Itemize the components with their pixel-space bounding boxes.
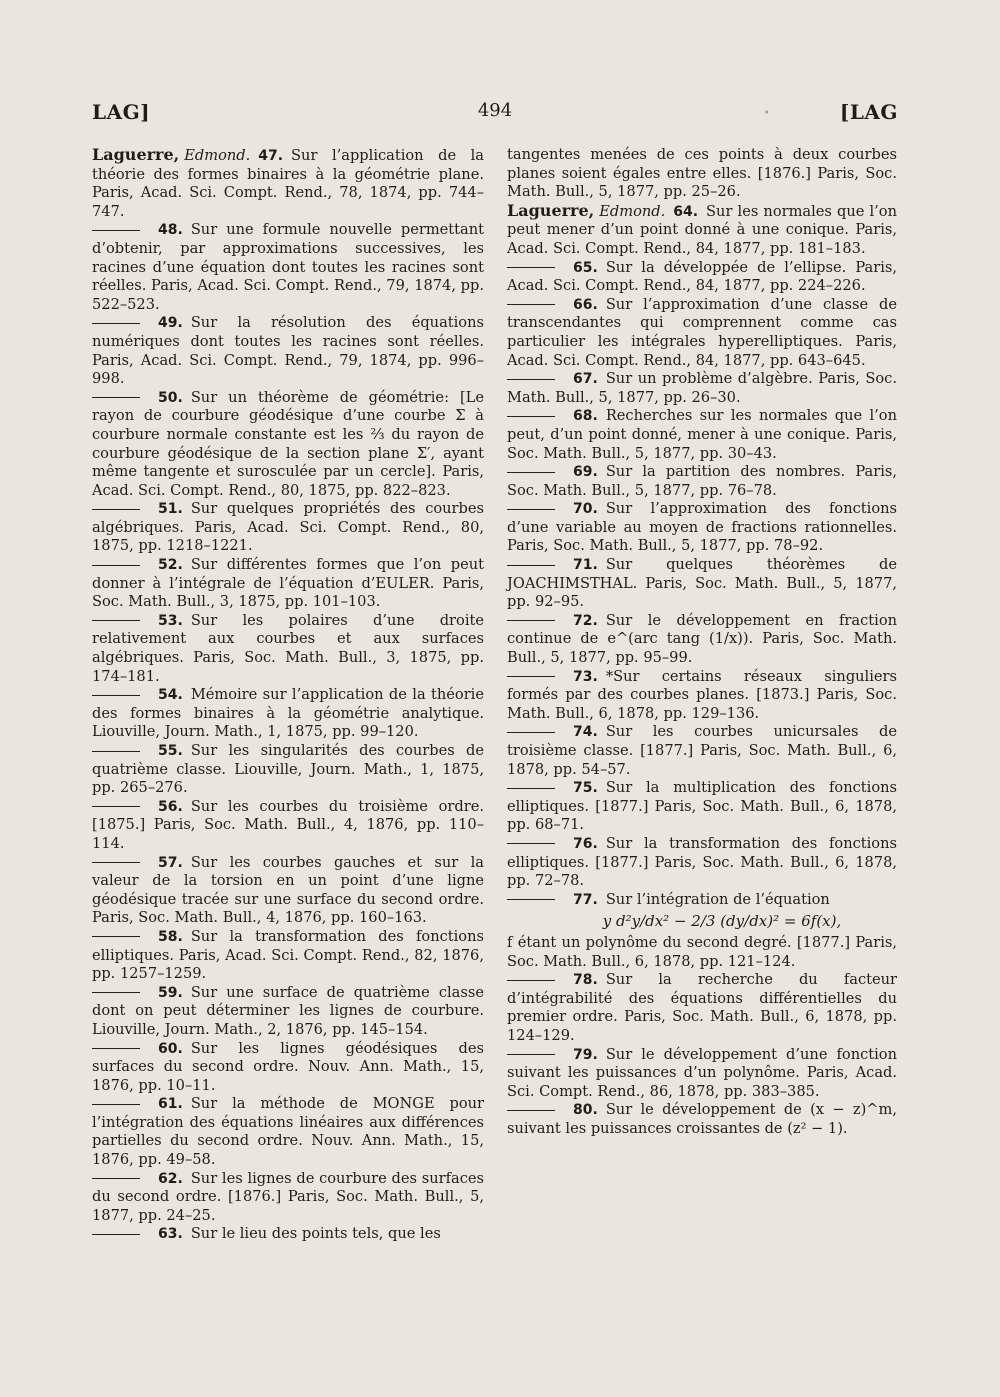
entry-number: 56.: [158, 798, 183, 815]
ditto-dash: [507, 416, 555, 417]
bibliography-entry: [507, 370, 897, 407]
ditto-dash: [92, 992, 140, 993]
entry-number: 76.: [573, 835, 598, 852]
entry-text: Sur la développée de l’ellipse. Paris, Acad. Sci. Compt. Rend., 84, 1877, pp. 224–226.: [507, 258, 897, 295]
bibliography-entry: [92, 556, 484, 612]
header-right-tag: [LAG: [839, 100, 898, 124]
bibliography-entry: [92, 389, 484, 501]
ditto-dash: [507, 732, 555, 733]
ditto-dash: [92, 695, 140, 696]
ditto-dash: [507, 980, 555, 981]
entry-number: 47.: [258, 148, 284, 164]
bibliography-entry: [92, 314, 484, 388]
ditto-dash: [92, 1234, 140, 1235]
entry-text: Sur la méthode de MONGE pour l’intégration des équations linéaires aux différences partielles du second ordre. Nouv. Ann. Math., 15, 1876, pp. 49–58.: [92, 1095, 484, 1169]
ditto-dash: [507, 472, 555, 473]
entry-text: Sur un problème d’algèbre. Paris, Soc. Math. Bull., 5, 1877, pp. 26–30.: [507, 370, 897, 406]
entry-text: Sur le développement d’une fonction suivant les puissances d’un polynôme. Paris, Acad. Sci. Compt. Rend., 86, 1878, pp. 383–385.: [507, 1045, 897, 1100]
ditto-dash: [507, 379, 555, 380]
ditto-dash: [507, 676, 555, 677]
entry-text: Sur les lignes de courbure des surfaces du second ordre. [1876.] Paris, Soc. Math. Bull., 5, 1877, pp. 24–25.: [92, 1169, 484, 1224]
ditto-dash: [507, 509, 555, 510]
bibliography-entry: [92, 984, 484, 1040]
bibliography-entry: [507, 407, 897, 463]
entry-text: Sur le lieu des points tels, que les: [190, 1225, 441, 1243]
bibliography-entry: [507, 891, 897, 910]
bibliography-entry: [507, 1101, 897, 1138]
equation: y d²y/dx² − 2/3 (dy/dx)² = 6f(x),: [602, 912, 842, 931]
entry-text: Sur les lignes géodésiques des surfaces du second ordre. Nouv. Ann. Math., 15, 1876, pp. 10–11.: [92, 1039, 484, 1094]
running-header: [92, 100, 898, 130]
entry-number: 59.: [158, 984, 183, 1001]
entry-number: 75.: [573, 780, 598, 797]
entry-number: 79.: [573, 1046, 598, 1063]
bibliography-entry: [92, 1040, 484, 1096]
entry-text: *Sur certains réseaux singuliers formés par des courbes planes. [1873.] Paris, Soc. Math. Bull., 6, 1878, pp. 129–136.: [507, 667, 897, 722]
entry-number: 78.: [573, 972, 598, 989]
entry-text: Sur les singularités des courbes de quatrième classe. Liouville, Journ. Math., 1, 1875, pp. 265–276.: [92, 742, 484, 797]
entry-number: 60.: [158, 1040, 183, 1057]
entry-number: 69.: [573, 464, 598, 481]
entry-text: Sur les courbes unicursales de troisième classe. [1877.] Paris, Soc. Math. Bull., 6, 1878, pp. 54–57.: [507, 723, 897, 778]
ditto-dash: [92, 1178, 140, 1179]
right-column: [507, 146, 897, 1138]
ditto-dash: [507, 620, 555, 621]
entry-number: 62.: [158, 1170, 183, 1187]
left-column: [92, 146, 484, 1244]
bibliography-entry: [507, 668, 897, 724]
entry-text: Sur quelques propriétés des courbes algébriques. Paris, Acad. Sci. Compt. Rend., 80, 1875, pp. 1218–1221.: [92, 500, 484, 555]
entry-text: Sur un théorème de géométrie: [Le rayon de courbure géodésique d’une courbe Σ à courbure normale constante est les ⅔ du rayon de courbure géodésique de la section plane Σ′, ayant même tangente et surosculée par un cercle]. Paris, Acad. Sci. Compt. Rend., 80, 1875, pp. 822–823.: [92, 388, 484, 499]
entry-text: Sur l’application de la théorie des formes binaires à la géométrie plane. Paris, Acad. Sci. Compt. Rend., 78, 1874, pp. 744–747.: [92, 147, 484, 220]
author-name: Laguerre,: [507, 200, 595, 220]
ditto-dash: [92, 936, 140, 937]
header-dot: •: [764, 108, 770, 119]
ditto-dash: [507, 1054, 555, 1055]
bibliography-entry: [92, 686, 484, 742]
entry-number: 72.: [573, 612, 598, 629]
entry-number: 48.: [158, 222, 183, 239]
author-name: Laguerre,: [92, 145, 180, 164]
entry-text: Sur les courbes du troisième ordre. [1875.] Paris, Soc. Math. Bull., 4, 1876, pp. 110–114.: [92, 797, 484, 852]
bibliography-entry: [507, 296, 897, 370]
bibliography-entry: [92, 612, 484, 686]
entry-number: 52.: [158, 557, 183, 574]
entry-number: 54.: [158, 687, 183, 704]
entry-number: 70.: [573, 501, 598, 518]
bibliography-entry: [92, 1225, 484, 1244]
ditto-dash: [92, 806, 140, 807]
entry-text: Sur la multiplication des fonctions elliptiques. [1877.] Paris, Soc. Math. Bull., 6, 1878, pp. 68–71.: [507, 779, 897, 834]
entry-number: 49.: [158, 315, 183, 332]
bibliography-entry: [507, 971, 897, 1045]
bibliography-entry: [92, 854, 484, 928]
entry-number: 80.: [573, 1102, 598, 1119]
bibliography-entry: [507, 500, 897, 556]
entry-number: 55.: [158, 743, 183, 759]
entry-number: 57.: [158, 854, 183, 871]
bibliography-entry: [92, 1170, 484, 1226]
ditto-dash: [92, 397, 140, 398]
ditto-dash: [92, 1048, 140, 1049]
ditto-dash: [507, 267, 555, 268]
ditto-dash: [507, 788, 555, 789]
entry-number: 67.: [573, 371, 598, 388]
ditto-dash: [507, 899, 555, 900]
ditto-dash: [507, 565, 555, 566]
entry-number: 53.: [158, 612, 183, 629]
entry-number: 65.: [573, 259, 598, 276]
ditto-dash: [92, 751, 140, 752]
bibliography-entry: [92, 928, 484, 984]
entry-text: Sur l’approximation des fonctions d’une variable au moyen de fractions rationnelles. Paris, Soc. Math. Bull., 5, 1877, pp. 78–92.: [507, 500, 897, 555]
entry-text: Sur la transformation des fonctions elliptiques. Paris, Acad. Sci. Compt. Rend., 82, 1876, pp. 1257–1259.: [92, 927, 484, 983]
entry-text: Sur les courbes gauches et sur la valeur de la torsion en un point d’une ligne géodésique tracée sur une surface du second ordre. Paris, Soc. Math. Bull., 4, 1876, pp. 160–163.: [92, 853, 484, 927]
entry-number: 73.: [573, 668, 598, 685]
ditto-dash: [92, 1104, 140, 1105]
bibliography-entry: [507, 146, 897, 202]
bibliography-entry: [507, 779, 897, 835]
entry-text: Sur différentes formes que l’on peut donner à l’intégrale de l’équation d’EULER. Paris, Soc. Math. Bull., 3, 1875, pp. 101–103.: [92, 556, 484, 611]
entry-number: 58.: [158, 928, 183, 945]
bibliography-entry: [92, 1095, 484, 1169]
bibliography-entry: [92, 798, 484, 854]
entry-text: Sur la partition des nombres. Paris, Soc. Math. Bull., 5, 1877, pp. 76–78.: [507, 463, 897, 499]
bibliography-entry: [507, 612, 897, 668]
author-given-name: Edmond.: [599, 202, 666, 220]
page-number: 494: [477, 100, 513, 121]
entry-text: Mémoire sur l’application de la théorie des formes binaires à la géométrie analytique. Liouville, Journ. Math., 1, 1875, pp. 99–120.: [92, 686, 484, 741]
bibliography-entry: [507, 259, 897, 296]
bibliography-entry: [92, 146, 484, 221]
ditto-dash: [92, 862, 140, 863]
ditto-dash: [507, 843, 555, 844]
entry-number: 61.: [158, 1096, 183, 1113]
bibliography-entry: [92, 500, 484, 556]
entry-text: Sur l’approximation d’une classe de transcendantes qui comprennent comme cas particulier les intégrales hyperelliptiques. Paris, Acad. Sci. Compt. Rend., 84, 1877, pp. 643–645.: [507, 295, 897, 369]
bibliography-entry: [92, 742, 484, 798]
entry-number: 66.: [573, 296, 598, 313]
entry-text: Sur une surface de quatrième classe dont on peut déterminer les lignes de courbure. Liouville, Journ. Math., 2, 1876, pp. 145–154.: [92, 983, 484, 1038]
entry-number: 63.: [158, 1226, 183, 1243]
ditto-dash: [507, 304, 555, 305]
entry-text: tangentes menées de ces points à deux courbes planes soient égales entre elles. [1876.] Paris, Soc. Math. Bull., 5, 1877, pp. 25–26.: [507, 146, 897, 201]
bibliography-entry: [507, 835, 897, 891]
entry-number: 71.: [573, 557, 598, 574]
entry-number: 74.: [573, 724, 598, 741]
entry-text: Sur la transformation des fonctions elliptiques. [1877.] Paris, Soc. Math. Bull., 6, 1878, pp. 72–78.: [507, 834, 897, 890]
ditto-dash: [92, 565, 140, 566]
ditto-dash: [92, 230, 140, 231]
ditto-dash: [507, 1110, 555, 1111]
header-left-tag: LAG]: [92, 100, 151, 124]
entry-text: Sur les polaires d’une droite relativement aux courbes et aux surfaces algébriques. Paris, Soc. Math. Bull., 3, 1875, pp. 174–181.: [92, 611, 484, 685]
entry-number: 50.: [158, 389, 183, 406]
bibliography-entry: [507, 463, 897, 500]
entry-text: Sur quelques théorèmes de JOACHIMSTHAL. Paris, Soc. Math. Bull., 5, 1877, pp. 92–95.: [507, 556, 897, 611]
entry-text: Sur une formule nouvelle permettant d’obtenir, par approximations successives, les racines d’une équation dont toutes les racines sont réelles. Paris, Acad. Sci. Compt. Rend., 79, 1874, pp. 522–523.: [92, 221, 484, 313]
entry-text: Sur le développement en fraction continue de e^(arc tang (1/x)). Paris, Soc. Math. Bull., 5, 1877, pp. 95–99.: [507, 611, 897, 667]
author-given-name: Edmond.: [184, 147, 251, 164]
entry-number: 77.: [573, 891, 598, 908]
bibliography-entry: [507, 723, 897, 779]
entry-text: Sur la résolution des équations numériques dont toutes les racines sont réelles. Paris, Acad. Sci. Compt. Rend., 79, 1874, pp. 996–998.: [92, 314, 484, 388]
entry-text: Sur les normales que l’on peut mener d’un point donné à une conique. Paris, Acad. Sci. Compt. Rend., 84, 1877, pp. 181–183.: [507, 202, 897, 257]
ditto-dash: [92, 323, 140, 324]
entry-text: Sur le développement de (x − z)^m, suivant les puissances croissantes de (z² − 1).: [507, 1101, 897, 1137]
entry-text: Recherches sur les normales que l’on peut, d’un point donné, mener à une conique. Paris, Soc. Math. Bull., 5, 1877, pp. 30–43.: [507, 407, 897, 462]
entry-number: 64.: [673, 203, 699, 220]
bibliography-entry: [507, 556, 897, 612]
entry-number: 51.: [158, 501, 183, 518]
entry-number: 68.: [573, 408, 598, 425]
entry-text: Sur l’intégration de l’équation: [605, 890, 830, 908]
bibliography-entry: [507, 202, 897, 259]
bibliography-entry: [507, 1046, 897, 1102]
entry-continuation: f étant un polynôme du second degré. [1877.] Paris, Soc. Math. Bull., 6, 1878, pp. 121–124.: [507, 933, 897, 970]
entry-text: Sur la recherche du facteur d’intégrabilité des équations différentielles du premier ordre. Paris, Soc. Math. Bull., 6, 1878, pp. 124–129.: [507, 971, 897, 1044]
bibliography-entry: [92, 221, 484, 314]
ditto-dash: [92, 620, 140, 621]
ditto-dash: [92, 509, 140, 510]
